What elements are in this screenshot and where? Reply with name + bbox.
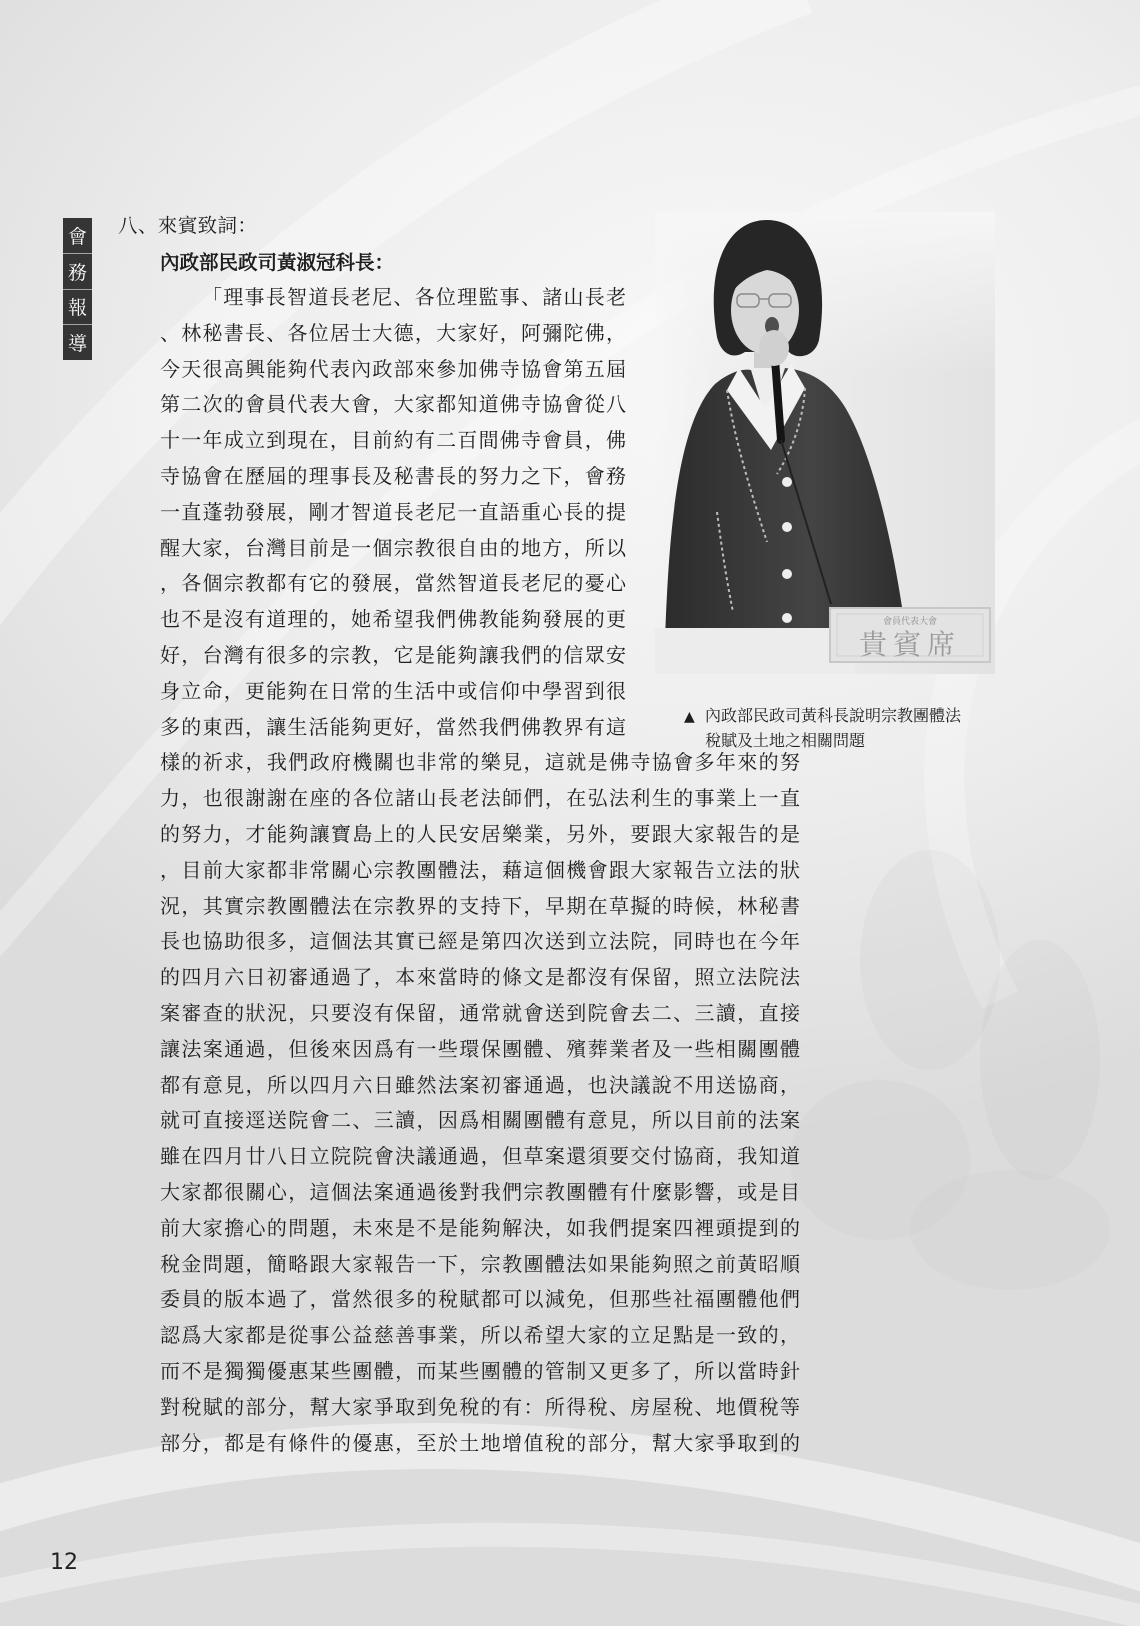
- text-line: 第二次的會員代表大會，大家都知道佛寺協會從八: [160, 392, 626, 417]
- text-line: 都有意見，所以四月六日雖然法案初審通過，也決議說不用送協商，: [160, 1072, 800, 1097]
- caption-line: 稅賦及土地之相關問題: [705, 731, 866, 750]
- speaker-name: 內政部民政司黃淑冠科長：: [160, 251, 395, 274]
- text-line: 醒大家，台灣目前是一個宗教很自由的地方，所以: [160, 535, 626, 560]
- text-line: 一直蓬勃發展，剛才智道長老尼一直語重心長的提: [160, 499, 626, 524]
- nameplate-subtitle: 會員代表大會: [882, 617, 938, 627]
- text-line: 大家都很關心，這個法案通過後對我們宗教團體有什麼影響，或是目: [160, 1179, 800, 1204]
- photo-caption: [684, 704, 961, 753]
- triangle-marker-icon: ▲: [684, 709, 695, 725]
- hand: [759, 330, 789, 366]
- speaker-photo: [655, 212, 995, 674]
- section-tab-char: 會: [63, 218, 92, 254]
- text-line: 部分，都是有條件的優惠，至於土地增值稅的部分，幫大家爭取到的: [160, 1430, 800, 1455]
- text-line: 樣的祈求，我們政府機關也非常的樂見，這就是佛寺協會多年來的努: [160, 750, 800, 775]
- text-line: ，目前大家都非常關心宗教團體法，藉這個機會跟大家報告立法的狀: [160, 857, 800, 882]
- section-tab-char: 導: [67, 333, 87, 356]
- section-heading: 八、來賓致詞：: [118, 214, 258, 237]
- text-line: 今天很高興能夠代表內政部來參加佛寺協會第五屆: [160, 356, 626, 381]
- text-line: 、林秘書長、各位居士大德，大家好，阿彌陀佛，: [160, 320, 626, 345]
- text-line: 稅金問題，簡略跟大家報告一下，宗教團體法如果能夠照之前黃昭順: [160, 1251, 800, 1276]
- text-line: 對稅賦的部分，幫大家爭取到免稅的有：所得稅、房屋稅、地價稅等: [160, 1394, 800, 1419]
- text-line: 也不是沒有道理的，她希望我們佛教能夠發展的更: [160, 607, 626, 632]
- text-line: 讓法案通過，但後來因爲有一些環保團體、殯葬業者及一些相關團體: [160, 1036, 800, 1061]
- section-tab-char: 務: [63, 254, 92, 290]
- text-line: 的努力，才能夠讓寶島上的人民安居樂業，另外，要跟大家報告的是: [160, 821, 800, 846]
- text-line: 委員的版本過了，當然很多的稅賦都可以減免，但那些社福團體他們: [160, 1287, 800, 1312]
- text-line: 「理事長智道長老尼、各位理監事、諸山長老: [202, 285, 626, 309]
- text-line: 認爲大家都是從事公益慈善事業，所以希望大家的立足點是一致的，: [160, 1323, 800, 1348]
- section-tab-char: 報: [63, 290, 92, 326]
- text-line: 的四月六日初審通過了，本來當時的條文是都沒有保留，照立法院法: [160, 965, 800, 990]
- page-number: 12: [50, 1550, 78, 1575]
- text-line: 好，台灣有很多的宗教，它是能夠讓我們的信眾安: [160, 642, 626, 667]
- text-line: 雖在四月廿八日立院院會決議通過，但草案還須要交付協商，我知道: [160, 1144, 800, 1169]
- caption-line: 內政部民政司黃科長說明宗教團體法: [705, 706, 962, 725]
- nameplate-title: 貴賓席: [858, 628, 962, 661]
- text-line: 寺協會在歷屆的理事長及秘書長的努力之下，會務: [160, 463, 626, 488]
- text-line: 案審查的狀況，只要沒有保留，通常就會送到院會去二、三讀，直接: [160, 1000, 800, 1025]
- podium: [655, 628, 855, 674]
- text-line: 力，也很謝謝在座的各位諸山長老法師們，在弘法利生的事業上一直: [160, 786, 800, 811]
- text-line: ，各個宗教都有它的發展，當然智道長老尼的憂心: [160, 571, 626, 596]
- text-line: 況，其實宗教團體法在宗教界的支持下，早期在草擬的時候，林秘書: [160, 893, 800, 918]
- text-line: 多的東西，讓生活能夠更好，當然我們佛教界有這: [160, 714, 626, 739]
- nameplate: [830, 608, 990, 662]
- text-line: 就可直接逕送院會二、三讀，因爲相關團體有意見，所以目前的法案: [160, 1108, 800, 1133]
- text-line: 身立命，更能夠在日常的生活中或信仰中學習到很: [160, 678, 626, 703]
- section-tab: [63, 218, 92, 360]
- text-line: 前大家擔心的問題，未來是不是能夠解決，如我們提案四裡頭提到的: [160, 1215, 800, 1240]
- text-line: 十一年成立到現在，目前約有二百間佛寺會員，佛: [160, 428, 626, 453]
- text-line: 而不是獨獨優惠某些團體，而某些團體的管制又更多了，所以當時針: [160, 1358, 800, 1383]
- text-line: 長也協助很多，這個法其實已經是第四次送到立法院，同時也在今年: [160, 929, 800, 954]
